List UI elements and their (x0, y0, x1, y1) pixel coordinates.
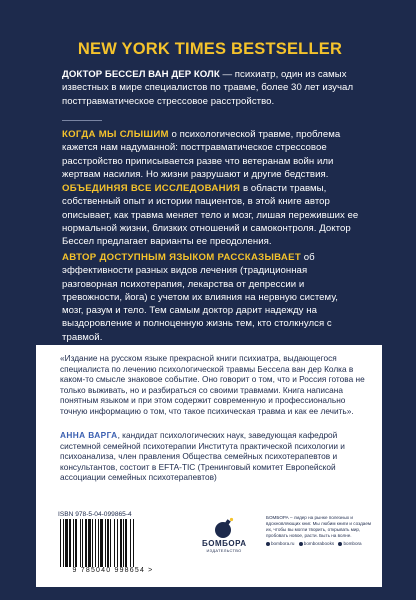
paragraph-research-highlight: ОБЪЕДИНЯЯ ВСЕ ИССЛЕДОВАНИЯ (62, 183, 241, 194)
vk-icon (299, 542, 303, 546)
publisher-sub: ИЗДАТЕЛЬСТВО (206, 548, 242, 553)
barcode-number: 9 785040 998654 > (72, 567, 154, 574)
publisher-logo (202, 517, 246, 553)
author-intro-text: — психиатр, один из самых известных в мире специалистов по травме, более 30 лет изучал посттравматическое стрессовое расстройство. (62, 69, 354, 107)
quote-author-name: АННА ВАРГА (60, 430, 118, 440)
bestseller-heading: NEW YORK TIMES BESTSELLER (77, 40, 343, 58)
globe-icon (266, 542, 270, 546)
publisher-socials (266, 541, 378, 546)
paragraph-trauma-highlight: КОГДА МЫ СЛЫШИМ (62, 129, 169, 140)
instagram-icon (338, 542, 342, 546)
isbn: ISBN 978-5-04-099865-4 (58, 511, 132, 518)
bomb-icon (213, 517, 235, 539)
footer-panel (36, 507, 382, 587)
paragraph-research-text: в области травмы, собственный опыт и истории пациентов, в этой книге автор описывает, как травма меняет тело и мозг, лишая переживших ее нормальной жизни, близких отношений и самоконтроля. Доктор Бессел предлагает варианты ее преодоления. (62, 183, 359, 248)
social-vk[interactable]: bomborabooks (299, 541, 334, 546)
paragraph-treatment-highlight: АВТОР ДОСТУПНЫМ ЯЗЫКОМ РАССКАЗЫВАЕТ (62, 252, 302, 263)
paragraph-research (62, 182, 362, 248)
paragraph-trauma-text: о психологической травме, проблема кажется нам надуманной: посттравматическое стрессовое расстройство приписывается разве что ветеранам войн или жертвам насилия. Но жизни разрушают и другие бедствия. (62, 129, 341, 180)
paragraph-trauma (62, 128, 362, 181)
quote-box (36, 345, 382, 507)
author-intro (62, 68, 362, 108)
paragraph-treatment-text: об эффективности разных видов лечения (традиционная разговорная психотерапия, лекарства от депрессии и тревожности, йога) с учетом их влияния на нервную систему, мозг, разум и тело. Тем самым доктор дарит надежду на выздоровление и полноценную жизнь тем, кто столкнулся с травмой. (62, 252, 338, 343)
quote-attribution (60, 430, 372, 483)
paragraph-treatment (62, 251, 362, 344)
quote-author-bio: , кандидат психологических наук, заведующая кафедрой системной семейной психотерапии Института практической психологии и психоанализа, член правления Общества семейных психотерапевтов и консультантов, состоит в EFTA-TIC (Тренинговый комитет Европейской ассоциации семейных психотерапевтов) (60, 430, 345, 483)
review-quote: «Издание на русском языке прекрасной книги психиатра, выдающегося специалиста по лечению психологической травмы Бессела ван дер Колка в каком-то смысле знаковое событие. Оно говорит о том, что и Россия готова не только выживать, но и разбираться со своими травмами. Книга написана понятным языком и при этом содержит современную и профессионально точную информацию о том, что такое психическая травма и как ее лечить». (60, 353, 365, 416)
publisher-name: БОМБОРА (202, 539, 247, 548)
social-site[interactable]: bombora.ru (266, 541, 295, 546)
social-instagram[interactable]: bombora (338, 541, 361, 546)
barcode (58, 519, 168, 567)
publisher-description: БОМБОРА – лидер на рынке полезных и вдохновляющих книг. Мы любим книги и создаем их, чтобы вы могли творить, открывать мир, пробовать новое, расти. Быть на волне. (266, 515, 372, 538)
divider (62, 120, 102, 121)
author-intro-lead: ДОКТОР БЕССЕЛ ВАН ДЕР КОЛК (62, 69, 220, 80)
